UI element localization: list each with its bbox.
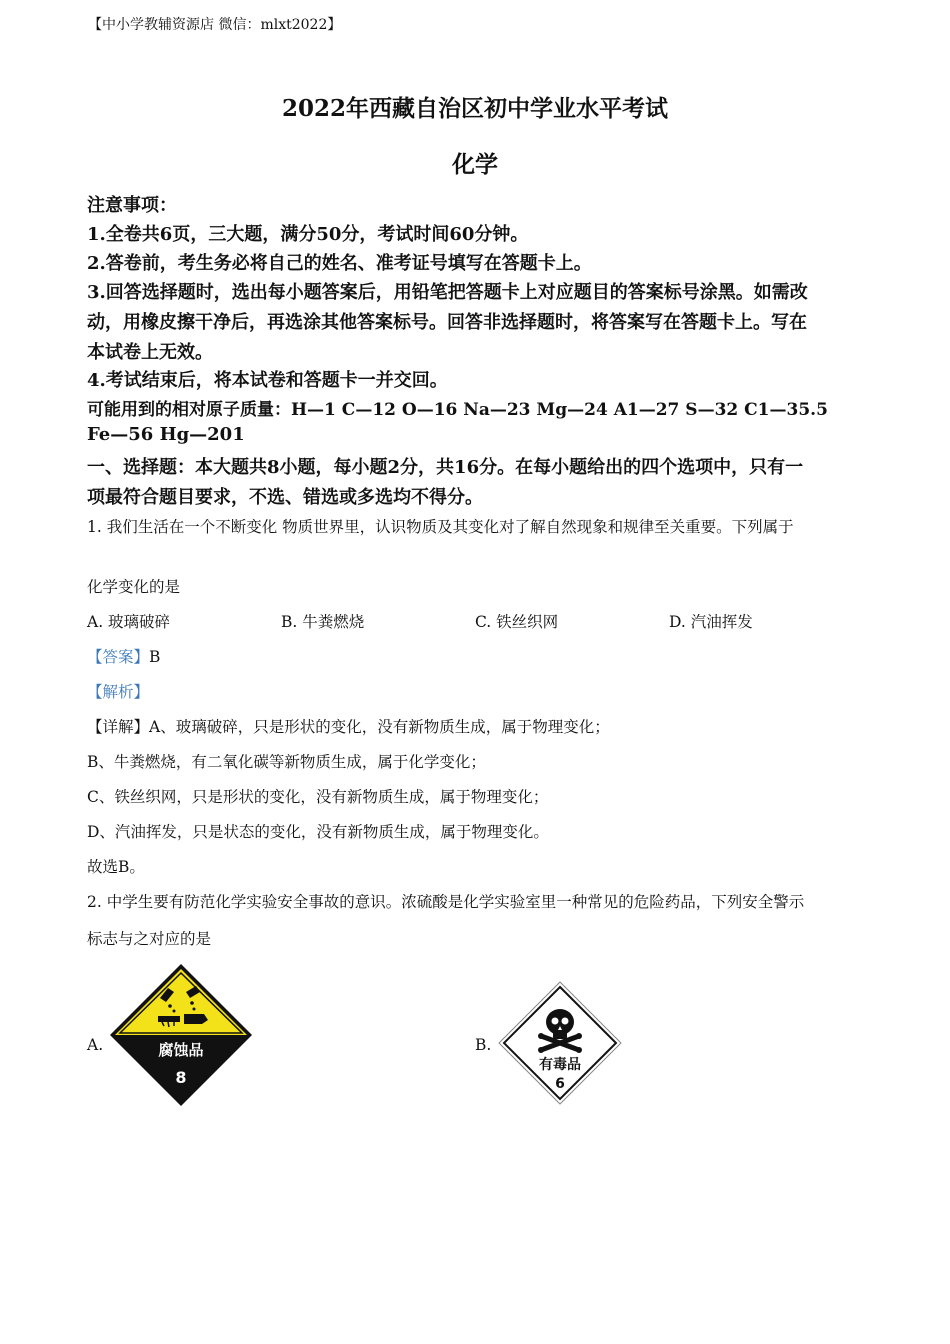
detail-text: A、玻璃破碎，只是形状的变化，没有新物质生成，属于物理变化； [149,718,610,736]
answer-value: B [149,648,161,666]
section-heading: 一、选择题：本大题共8小题，每小题2分，共16分。在每小题给出的四个选项中，只有一 [87,457,804,478]
notice-item: 1.全卷共6页，三大题，满分50分，考试时间60分钟。 [87,224,529,245]
question-stem: 化学变化的是 [87,578,181,596]
exam-title: 2022年西藏自治区初中学业水平考试 [281,95,668,122]
detail-line: D、汽油挥发，只是状态的变化，没有新物质生成，属于物理变化。 [87,823,549,841]
corrosive-sign-top-inner [120,973,242,1033]
answer-tag: 【答案】 [87,648,150,666]
option-a-label: A. [87,1036,104,1054]
page-header: 【中小学教辅资源店 微信：mlxt2022】 [88,17,342,33]
detail-line: 故选B。 [87,858,145,876]
detail-line [87,715,610,737]
option-d: D. 汽油挥发 [669,613,753,631]
atomic-masses: 可能用到的相对原子质量：H—1 C—12 O—16 Na—23 Mg—24 A1—27 S—32 C1—35.5 [87,400,828,420]
notice-item: 2.答卷前，考生务必将自己的姓名、准考证号填写在答题卡上。 [87,253,592,274]
atomic-masses: Fe—56 Hg—201 [87,424,245,445]
option-c: C. 铁丝织网 [475,613,559,631]
notice-item: 4.考试结束后，将本试卷和答题卡一并交回。 [87,370,448,391]
subject-title: 化学 [452,151,498,178]
detail-line: B、牛粪燃烧，有二氧化碳等新物质生成，属于化学变化； [87,753,486,771]
option-a: A. 玻璃破碎 [87,613,171,631]
notice-heading: 注意事项： [87,195,177,216]
corrosive-sign-text: 腐蚀品 [158,1041,204,1059]
detail-tag: 【详解】 [87,718,150,736]
notice-item: 3.回答选择题时，选出每小题答案后，用铅笔把答题卡上对应题目的答案标号涂黑。如需改 [87,282,808,303]
question-stem: 1. 我们生活在一个不断变化 物质世界里，认识物质及其变化对了解自然现象和规律至关重要。下列属于 [87,518,794,536]
question-stem: 2. 中学生要有防范化学实验安全事故的意识。浓硫酸是化学实验室里一种常见的危险药品，下列安全警示 [87,893,805,911]
option-b: B. 牛粪燃烧 [281,613,365,631]
notice-item: 动，用橡皮擦干净后，再选涂其他答案标号。回答非选择题时，将答案写在答题卡上。写在 [87,312,807,333]
corrosive-sign [108,962,254,1108]
corrosive-sign-number: 8 [175,1068,187,1087]
toxic-sign-text: 有毒品 [539,1057,581,1073]
analysis-tag: 【解析】 [87,683,150,701]
option-b-label: B. [475,1036,492,1054]
section-heading: 项最符合题目要求，不选、错选或多选均不得分。 [87,487,483,508]
notice-item: 本试卷上无效。 [87,342,213,363]
toxic-sign [497,980,623,1106]
answer-line [87,645,160,667]
detail-line: C、铁丝织网，只是形状的变化，没有新物质生成，属于物理变化； [87,788,549,806]
toxic-sign-number: 6 [555,1076,565,1092]
question-stem: 标志与之对应的是 [87,930,212,948]
